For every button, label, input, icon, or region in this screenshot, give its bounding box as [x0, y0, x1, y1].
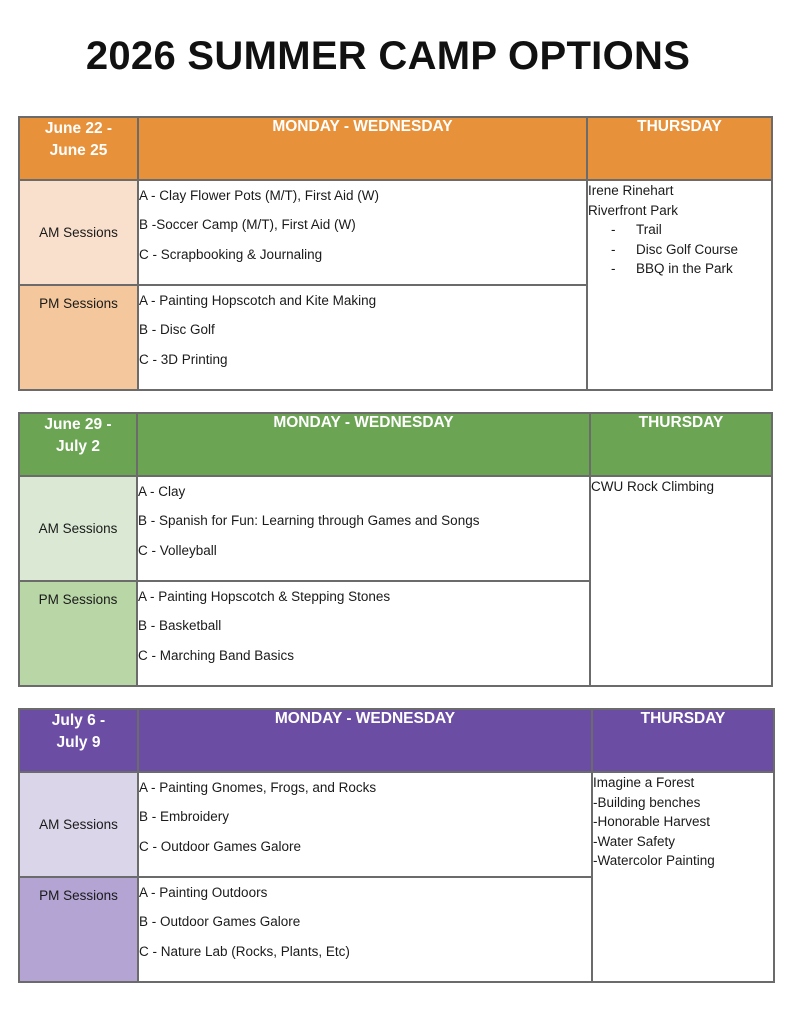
list-item: - Trail — [611, 222, 662, 237]
activity-item: B -Soccer Camp (M/T), First Aid (W) — [139, 217, 356, 233]
activity-item: A - Painting Hopscotch and Kite Making — [139, 293, 377, 308]
thursday-header: THURSDAY — [587, 117, 772, 180]
monday-wednesday-header: MONDAY - WEDNESDAY — [137, 413, 590, 476]
week-table-3 — [18, 708, 775, 983]
week-table-1 — [18, 116, 773, 391]
activity-item: B - Spanish for Fun: Learning through Games and Songs — [138, 513, 480, 529]
pm-activities — [138, 877, 592, 982]
am-activities — [138, 772, 592, 877]
thursday-activities: CWU Rock Climbing — [590, 476, 772, 686]
activity-item: B - Basketball — [138, 618, 222, 634]
activity-item: C - Marching Band Basics — [138, 647, 295, 663]
activity-item: A - Painting Gnomes, Frogs, and Rocks — [139, 780, 377, 795]
page-title: 2026 SUMMER CAMP OPTIONS — [85, 34, 691, 78]
week-dates: June 29 - July 2 — [19, 413, 137, 476]
thursday-activities: Irene Rinehart Riverfront Park - Trail - Disc Golf Course - BBQ in the Park — [587, 180, 772, 390]
activity-item: C - 3D Printing — [139, 351, 228, 367]
am-activities — [137, 476, 590, 581]
activity-item: A - Clay Flower Pots (M/T), First Aid (W) — [139, 188, 380, 203]
monday-wednesday-header: MONDAY - WEDNESDAY — [138, 709, 592, 772]
pm-sessions-label: PM Sessions — [19, 877, 138, 982]
activity-item: B - Outdoor Games Galore — [139, 914, 301, 930]
list-item: - Disc Golf Course — [611, 241, 739, 257]
thursday-header: THURSDAY — [590, 413, 772, 476]
activity-item: A - Clay — [138, 484, 186, 499]
activity-item: C - Nature Lab (Rocks, Plants, Etc) — [139, 943, 350, 959]
thursday-header: THURSDAY — [592, 709, 774, 772]
activity-item: A - Painting Outdoors — [139, 885, 268, 900]
week-dates: June 22 - June 25 — [19, 117, 138, 180]
am-sessions-label: AM Sessions — [19, 476, 137, 581]
activity-item: C - Outdoor Games Galore — [139, 838, 302, 854]
am-sessions-label: AM Sessions — [19, 180, 138, 285]
activity-item: B - Embroidery — [139, 809, 230, 825]
week-table-2 — [18, 412, 773, 687]
pm-sessions-label: PM Sessions — [19, 581, 137, 686]
activity-item: A - Painting Hopscotch & Stepping Stones — [138, 589, 391, 604]
pm-activities — [137, 581, 590, 686]
activity-item: C - Volleyball — [138, 542, 217, 558]
thursday-list — [588, 220, 771, 279]
activity-item: C - Scrapbooking & Journaling — [139, 246, 323, 262]
monday-wednesday-header: MONDAY - WEDNESDAY — [138, 117, 587, 180]
pm-activities — [138, 285, 587, 390]
pm-sessions-label: PM Sessions — [19, 285, 138, 390]
thursday-activities: Imagine a Forest -Building benches -Honorable Harvest -Water Safety -Watercolor Painting — [592, 772, 774, 982]
activity-item: B - Disc Golf — [139, 322, 215, 338]
am-sessions-label: AM Sessions — [19, 772, 138, 877]
am-activities — [138, 180, 587, 285]
list-item: - BBQ in the Park — [611, 261, 733, 276]
week-dates: July 6 - July 9 — [19, 709, 138, 772]
